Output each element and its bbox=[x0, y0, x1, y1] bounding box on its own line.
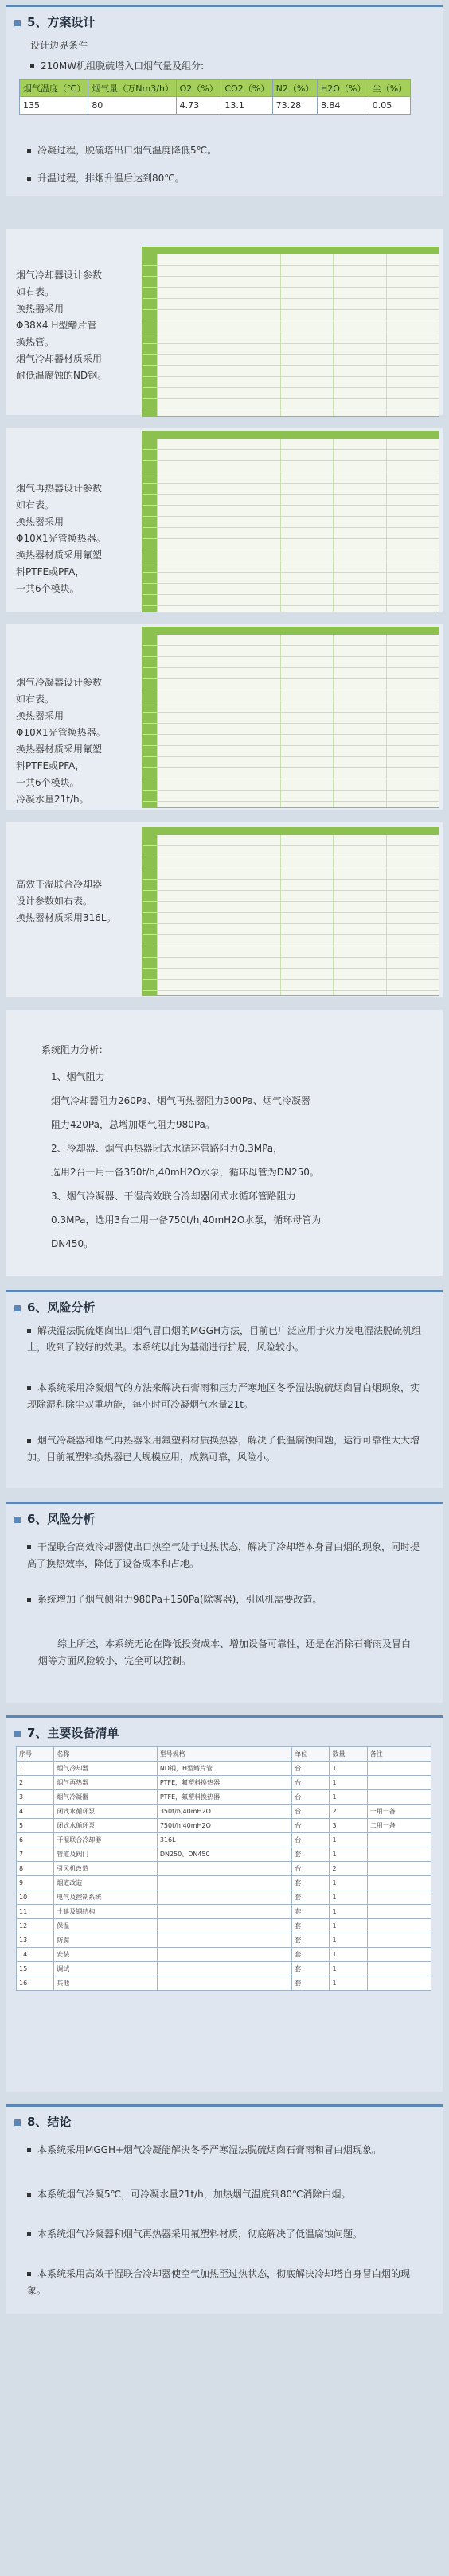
table-cell: 1 bbox=[330, 1948, 367, 1962]
condenser-panel bbox=[6, 624, 443, 810]
spec-row bbox=[143, 584, 439, 595]
spec-table-image bbox=[142, 431, 439, 612]
table-cell: 3 bbox=[17, 1790, 54, 1805]
spec-row bbox=[143, 439, 439, 450]
equipment-header-cell: 型号规格 bbox=[157, 1747, 291, 1762]
table-cell: 电气及控制系统 bbox=[54, 1890, 158, 1905]
spec-row bbox=[143, 802, 439, 808]
table-cell: 1 bbox=[17, 1762, 54, 1776]
spec-row bbox=[143, 595, 439, 606]
spec-row bbox=[143, 713, 439, 724]
table-cell: 2 bbox=[17, 1776, 54, 1790]
table-row bbox=[17, 1847, 431, 1862]
square-bullet-icon bbox=[27, 2272, 31, 2276]
table-cell: 一用一备 bbox=[367, 1805, 431, 1819]
table-cell: 2 bbox=[330, 1805, 367, 1819]
spec-row bbox=[143, 450, 439, 461]
table-cell: 套 bbox=[292, 1919, 330, 1933]
table-header-row bbox=[20, 80, 411, 97]
table-row bbox=[17, 1933, 431, 1948]
table-row bbox=[20, 97, 411, 115]
panel-text-line: 换热器采用 bbox=[16, 516, 64, 527]
table-cell: 台 bbox=[292, 1819, 330, 1833]
spec-row bbox=[143, 410, 439, 417]
table-cell bbox=[367, 1833, 431, 1847]
spec-row bbox=[143, 573, 439, 584]
table-cell: ND钢，H型鳍片管 bbox=[157, 1762, 291, 1776]
spec-row bbox=[143, 377, 439, 388]
spec-row bbox=[143, 254, 439, 266]
spec-row bbox=[143, 321, 439, 332]
risk-panel-2 bbox=[6, 1502, 443, 1703]
table-cell: 80 bbox=[88, 97, 176, 115]
resistance-title: 系统阻力分析： bbox=[41, 1044, 109, 1055]
table-cell: 316L bbox=[157, 1833, 291, 1847]
section-6-title: 6、风险分析 bbox=[14, 1510, 95, 1527]
spec-row bbox=[143, 472, 439, 484]
table-cell: 引风机改造 bbox=[54, 1862, 158, 1876]
panel-text-line: 料PTFE或PFA， bbox=[16, 760, 85, 771]
panel-text-line: 烟气冷凝器设计参数 bbox=[16, 677, 103, 688]
table-header-cell: 烟气温度（℃） bbox=[20, 80, 88, 97]
spec-row bbox=[143, 969, 439, 980]
spec-row bbox=[143, 495, 439, 506]
spec-row bbox=[143, 701, 439, 713]
risk-bullet: 烟气冷凝器和烟气再热器采用氟塑料材质换热器，解决了低温腐蚀问题，运行可靠性大大增加。目前氟塑料换热器已大规模应用，成熟可靠，风险小。 bbox=[27, 1435, 420, 1463]
table-cell: 1 bbox=[330, 1776, 367, 1790]
spec-row bbox=[143, 550, 439, 561]
table-cell: 台 bbox=[292, 1862, 330, 1876]
table-cell: 9 bbox=[17, 1876, 54, 1890]
panel-text-line: 一共6个模块。 bbox=[16, 583, 80, 594]
spec-row bbox=[143, 768, 439, 779]
table-cell: 套 bbox=[292, 1890, 330, 1905]
table-cell: 1 bbox=[330, 1919, 367, 1933]
spec-row bbox=[143, 299, 439, 310]
heating-note: 升温过程，排烟升温后达到80℃。 bbox=[27, 170, 185, 187]
spec-row bbox=[143, 366, 439, 377]
table-cell: 台 bbox=[292, 1776, 330, 1790]
spec-row bbox=[143, 484, 439, 495]
spec-row bbox=[143, 868, 439, 880]
section-7-title: 7、主要设备清单 bbox=[14, 1724, 119, 1741]
spec-row bbox=[143, 461, 439, 472]
spec-row bbox=[143, 668, 439, 679]
table-cell: 2 bbox=[330, 1862, 367, 1876]
square-bullet-icon bbox=[27, 1329, 31, 1333]
table-cell bbox=[367, 1962, 431, 1976]
spec-row bbox=[143, 657, 439, 668]
section-6-title: 6、风险分析 bbox=[14, 1299, 95, 1315]
square-bullet-icon bbox=[27, 1545, 31, 1549]
equipment-table bbox=[16, 1746, 431, 1991]
panel-text-line: 烟气冷却器材质采用 bbox=[16, 353, 103, 364]
table-cell: 1 bbox=[330, 1847, 367, 1862]
table-cell: 7 bbox=[17, 1847, 54, 1862]
table-cell bbox=[367, 1905, 431, 1919]
section-5-panel bbox=[6, 5, 443, 196]
panel-text-line: Φ10X1光管换热器。 bbox=[16, 533, 106, 544]
conclusion-bullet: 本系统烟气冷凝5℃，可冷凝水量21t/h，加热烟气温度到80℃消除白烟。 bbox=[27, 2186, 425, 2203]
panel-text-line: 如右表。 bbox=[16, 286, 55, 297]
spec-row bbox=[143, 561, 439, 573]
resistance-line: 选用2台一用一备350t/h,40mH2O水泵，循环母管为DN250。 bbox=[51, 1167, 319, 1178]
table-cell: 1 bbox=[330, 1762, 367, 1776]
spec-row bbox=[143, 779, 439, 791]
table-cell bbox=[367, 1976, 431, 1991]
spec-row bbox=[143, 946, 439, 958]
table-cell: 1 bbox=[330, 1833, 367, 1847]
square-bullet-icon bbox=[27, 149, 31, 153]
design-basis-label: 设计边界条件 bbox=[30, 40, 88, 51]
table-cell bbox=[367, 1876, 431, 1890]
spec-row bbox=[143, 506, 439, 517]
hybrid-cooler-panel bbox=[6, 822, 443, 997]
table-cell bbox=[367, 1862, 431, 1876]
table-cell: 1 bbox=[330, 1933, 367, 1948]
table-row bbox=[17, 1876, 431, 1890]
square-bullet-icon bbox=[27, 1598, 31, 1602]
table-cell: 套 bbox=[292, 1847, 330, 1862]
square-bullet-icon bbox=[14, 1731, 21, 1737]
table-cell bbox=[157, 1976, 291, 1991]
resistance-line: DN450。 bbox=[51, 1238, 94, 1249]
table-cell: 套 bbox=[292, 1876, 330, 1890]
table-cell bbox=[367, 1933, 431, 1948]
table-header-cell: N2（%） bbox=[272, 80, 317, 97]
table-cell: 5 bbox=[17, 1819, 54, 1833]
table-cell: 套 bbox=[292, 1976, 330, 1991]
table-header-cell: 尘（%） bbox=[369, 80, 410, 97]
panel-text-line: 烟气冷却器设计参数 bbox=[16, 270, 103, 281]
table-cell: 73.28 bbox=[272, 97, 317, 115]
table-cell bbox=[157, 1905, 291, 1919]
panel-text-line: 换热器采用 bbox=[16, 710, 64, 721]
spec-row bbox=[143, 991, 439, 996]
table-cell: 0.05 bbox=[369, 97, 410, 115]
spec-table-image bbox=[142, 827, 439, 996]
spec-row bbox=[143, 528, 439, 539]
table-cell: 13 bbox=[17, 1933, 54, 1948]
table-cell: 烟气冷却器 bbox=[54, 1762, 158, 1776]
table-header-cell: CO2（%） bbox=[221, 80, 272, 97]
spec-row bbox=[143, 635, 439, 646]
conclusion-panel bbox=[6, 2104, 443, 2314]
table-row bbox=[17, 1948, 431, 1962]
table-cell: PTFE，氟塑料换热器 bbox=[157, 1790, 291, 1805]
section-5-title: 5、方案设计 bbox=[14, 14, 95, 30]
table-caption: 210MW机组脱硫塔入口烟气量及组分: bbox=[30, 58, 204, 75]
spec-row bbox=[143, 690, 439, 701]
cooler-panel bbox=[6, 229, 443, 415]
table-cell: 套 bbox=[292, 1948, 330, 1962]
spec-row bbox=[143, 835, 439, 846]
resistance-line: 2、冷却器、烟气再热器闭式水循环管路阻力0.3MPa， bbox=[51, 1143, 283, 1154]
panel-text-line: 烟气再热器设计参数 bbox=[16, 483, 103, 494]
spec-row bbox=[143, 388, 439, 399]
table-row bbox=[17, 1905, 431, 1919]
panel-text-line: Φ10X1光管换热器。 bbox=[16, 727, 106, 738]
table-cell: 1 bbox=[330, 1876, 367, 1890]
risk-bullet: 系统增加了烟气侧阻力980Pa+150Pa(除雾器)，引风机需要改造。 bbox=[27, 1591, 425, 1608]
spec-row bbox=[143, 310, 439, 321]
table-cell bbox=[367, 1762, 431, 1776]
table-cell bbox=[157, 1876, 291, 1890]
table-row bbox=[17, 1976, 431, 1991]
table-cell: 保温 bbox=[54, 1919, 158, 1933]
table-cell: 台 bbox=[292, 1805, 330, 1819]
table-row bbox=[17, 1776, 431, 1790]
conclusion-bullet: 本系统采用MGGH+烟气冷凝能解决冬季严寒湿法脱硫烟囱石膏雨和冒白烟现象。 bbox=[27, 2142, 425, 2158]
square-bullet-icon bbox=[14, 1305, 21, 1311]
table-cell: 干湿联合冷却器 bbox=[54, 1833, 158, 1847]
square-bullet-icon bbox=[27, 2193, 31, 2197]
risk-bullet: 本系统采用冷凝烟气的方法来解决石膏雨和压力严寒地区冬季湿法脱硫烟囱冒白烟现象，实现除湿和除尘双重功能，每小时可冷凝烟气水量21t。 bbox=[27, 1382, 420, 1410]
spec-row bbox=[143, 539, 439, 550]
spec-row bbox=[143, 791, 439, 802]
risk-bullet: 解决湿法脱硫烟囱出口烟气冒白烟的MGGH方法，目前已广泛应用于火力发电湿法脱硫机组上，收到了较好的效果。本系统以此为基础进行扩展，风险较小。 bbox=[27, 1325, 421, 1353]
table-cell: 烟气再热器 bbox=[54, 1776, 158, 1790]
table-cell: 闭式水循环泵 bbox=[54, 1805, 158, 1819]
table-row bbox=[17, 1790, 431, 1805]
table-cell: DN250、DN450 bbox=[157, 1847, 291, 1862]
square-bullet-icon bbox=[27, 2148, 31, 2152]
table-cell bbox=[367, 1790, 431, 1805]
spec-row bbox=[143, 399, 439, 410]
table-cell bbox=[367, 1948, 431, 1962]
spec-row bbox=[143, 902, 439, 913]
table-cell bbox=[157, 1919, 291, 1933]
conclusion-bullet: 本系统烟气冷凝器和烟气再热器采用氟塑料材质，彻底解决了低温腐蚀问题。 bbox=[27, 2226, 425, 2243]
spec-row bbox=[143, 924, 439, 935]
panel-text-line: Φ38X4 H型鳍片管 bbox=[16, 320, 97, 331]
table-cell bbox=[367, 1890, 431, 1905]
table-row bbox=[17, 1890, 431, 1905]
spec-row bbox=[143, 880, 439, 891]
resistance-line: 阻力420Pa，总增加烟气阻力980Pa。 bbox=[51, 1119, 215, 1130]
table-cell: 11 bbox=[17, 1905, 54, 1919]
spec-row bbox=[143, 517, 439, 528]
equipment-header-cell: 序号 bbox=[17, 1747, 54, 1762]
table-cell: 8.84 bbox=[317, 97, 369, 115]
spec-row bbox=[143, 344, 439, 355]
table-cell: 安装 bbox=[54, 1948, 158, 1962]
table-cell: 3 bbox=[330, 1819, 367, 1833]
spec-table-image bbox=[142, 247, 439, 417]
table-cell: 烟道改造 bbox=[54, 1876, 158, 1890]
spec-table-image bbox=[142, 627, 439, 808]
spec-row bbox=[143, 757, 439, 768]
panel-text-line: 换热器材质采用316L。 bbox=[16, 912, 116, 923]
spec-row bbox=[143, 891, 439, 902]
risk-panel-1 bbox=[6, 1290, 443, 1488]
table-cell: 调试 bbox=[54, 1962, 158, 1976]
spec-row bbox=[143, 724, 439, 735]
table-cell: 750t/h,40mH2O bbox=[157, 1819, 291, 1833]
table-cell: 4 bbox=[17, 1805, 54, 1819]
equipment-header-cell: 单位 bbox=[292, 1747, 330, 1762]
table-cell: 台 bbox=[292, 1833, 330, 1847]
table-cell: 1 bbox=[330, 1790, 367, 1805]
resistance-line: 3、烟气冷凝器、干湿高效联合冷却器闭式水循环管路阻力 bbox=[51, 1191, 296, 1202]
square-bullet-icon bbox=[27, 1439, 31, 1443]
equipment-header-cell: 名称 bbox=[54, 1747, 158, 1762]
panel-text-line: 换热器材质采用氟塑 bbox=[16, 550, 103, 561]
table-cell bbox=[157, 1948, 291, 1962]
table-cell: 16 bbox=[17, 1976, 54, 1991]
spec-row bbox=[143, 679, 439, 690]
square-bullet-icon bbox=[14, 1517, 21, 1523]
table-cell: 防腐 bbox=[54, 1933, 158, 1948]
table-cell: 烟气冷凝器 bbox=[54, 1790, 158, 1805]
table-cell: 其他 bbox=[54, 1976, 158, 1991]
table-cell: 12 bbox=[17, 1919, 54, 1933]
resistance-line: 烟气冷却器阻力260Pa、烟气再热器阻力300Pa、烟气冷凝器 bbox=[51, 1095, 310, 1106]
spec-row bbox=[143, 266, 439, 277]
square-bullet-icon bbox=[14, 2119, 21, 2126]
table-cell: PTFE，氟塑料换热器 bbox=[157, 1776, 291, 1790]
panel-text-line: 一共6个模块。 bbox=[16, 777, 80, 788]
condensing-note: 冷凝过程，脱硫塔出口烟气温度降低5℃。 bbox=[27, 142, 217, 159]
table-header-cell: 烟气量（万Nm3/h） bbox=[88, 80, 176, 97]
table-cell bbox=[367, 1919, 431, 1933]
flue-gas-table bbox=[19, 79, 411, 115]
table-cell: 套 bbox=[292, 1962, 330, 1976]
table-row bbox=[17, 1833, 431, 1847]
table-cell bbox=[367, 1776, 431, 1790]
panel-text-line: 如右表。 bbox=[16, 499, 55, 511]
panel-text-line: 换热器采用 bbox=[16, 303, 64, 314]
spec-row bbox=[143, 646, 439, 657]
panel-text-line: 料PTFE或PFA， bbox=[16, 566, 85, 577]
table-header-cell: O2（%） bbox=[176, 80, 221, 97]
square-bullet-icon bbox=[27, 1386, 31, 1390]
spec-row bbox=[143, 606, 439, 612]
equipment-header-cell: 数量 bbox=[330, 1747, 367, 1762]
equipment-panel bbox=[6, 1715, 443, 2092]
table-cell bbox=[157, 1933, 291, 1948]
reheater-panel bbox=[6, 428, 443, 612]
table-cell: 4.73 bbox=[176, 97, 221, 115]
square-bullet-icon bbox=[30, 64, 34, 68]
table-cell: 1 bbox=[330, 1905, 367, 1919]
risk-summary: 综上所述，本系统无论在降低投资成本、增加设备可靠性，还是在消除石膏雨及冒白烟等方面风险较小，完全可以控制。 bbox=[38, 1638, 412, 1666]
panel-text-line: 换热器材质采用氟塑 bbox=[16, 744, 103, 755]
spec-row bbox=[143, 958, 439, 969]
spec-row bbox=[143, 913, 439, 924]
table-cell bbox=[367, 1847, 431, 1862]
table-row bbox=[17, 1919, 431, 1933]
table-cell: 1 bbox=[330, 1976, 367, 1991]
panel-text-line: 高效干湿联合冷却器 bbox=[16, 879, 103, 890]
table-cell: 台 bbox=[292, 1762, 330, 1776]
resistance-line: 0.3MPa，选用3台二用一备750t/h,40mH2O水泵，循环母管为 bbox=[51, 1214, 322, 1226]
spec-row bbox=[143, 355, 439, 366]
spec-row bbox=[143, 846, 439, 857]
risk-bullet: 干湿联合高效冷却器使出口热空气处于过热状态，解决了冷却塔本身冒白烟的现象，同时提高了换热效率，降低了设备成本和占地。 bbox=[27, 1541, 420, 1569]
table-row bbox=[17, 1805, 431, 1819]
spec-row bbox=[143, 746, 439, 757]
spec-row bbox=[143, 735, 439, 746]
table-header-cell: H2O（%） bbox=[317, 80, 369, 97]
table-cell: 10 bbox=[17, 1890, 54, 1905]
equipment-header-cell: 备注 bbox=[367, 1747, 431, 1762]
spec-row bbox=[143, 857, 439, 868]
table-row bbox=[17, 1962, 431, 1976]
table-cell: 6 bbox=[17, 1833, 54, 1847]
panel-text-line: 冷凝水量21t/h。 bbox=[16, 794, 89, 805]
panel-text-line: 耐低温腐蚀的ND钢。 bbox=[16, 370, 107, 381]
conclusion-bullet: 本系统采用高效干湿联合冷却器使空气加热至过热状态，彻底解决冷却塔自身冒白烟的现象。 bbox=[27, 2268, 411, 2296]
resistance-panel bbox=[6, 1010, 443, 1276]
table-cell bbox=[157, 1962, 291, 1976]
table-row bbox=[17, 1819, 431, 1833]
section-8-title: 8、结论 bbox=[14, 2113, 71, 2130]
spec-row bbox=[143, 288, 439, 299]
spec-row bbox=[143, 277, 439, 288]
square-bullet-icon bbox=[27, 2232, 31, 2236]
table-cell: 13.1 bbox=[221, 97, 272, 115]
resistance-line: 1、烟气阻力 bbox=[51, 1071, 105, 1082]
panel-text-line: 换热管。 bbox=[16, 336, 55, 348]
table-cell: 350t/h,40mH2O bbox=[157, 1805, 291, 1819]
table-cell: 15 bbox=[17, 1962, 54, 1976]
table-cell: 1 bbox=[330, 1890, 367, 1905]
table-cell: 管道及阀门 bbox=[54, 1847, 158, 1862]
square-bullet-icon bbox=[27, 177, 31, 181]
panel-text-line: 如右表。 bbox=[16, 694, 55, 705]
table-cell: 套 bbox=[292, 1905, 330, 1919]
panel-text-line: 设计参数如右表。 bbox=[16, 896, 93, 907]
table-cell: 土建及钢结构 bbox=[54, 1905, 158, 1919]
table-cell: 套 bbox=[292, 1933, 330, 1948]
table-cell: 14 bbox=[17, 1948, 54, 1962]
spec-row bbox=[143, 332, 439, 344]
table-cell: 二用一备 bbox=[367, 1819, 431, 1833]
table-row bbox=[17, 1862, 431, 1876]
table-cell: 8 bbox=[17, 1862, 54, 1876]
table-row bbox=[17, 1762, 431, 1776]
table-cell bbox=[157, 1890, 291, 1905]
spec-row bbox=[143, 935, 439, 946]
spec-row bbox=[143, 980, 439, 991]
equipment-header-row bbox=[17, 1747, 431, 1762]
table-cell: 135 bbox=[20, 97, 88, 115]
table-cell: 闭式水循环泵 bbox=[54, 1819, 158, 1833]
square-bullet-icon bbox=[14, 20, 21, 26]
table-cell: 台 bbox=[292, 1790, 330, 1805]
table-cell bbox=[157, 1862, 291, 1876]
table-cell: 1 bbox=[330, 1962, 367, 1976]
